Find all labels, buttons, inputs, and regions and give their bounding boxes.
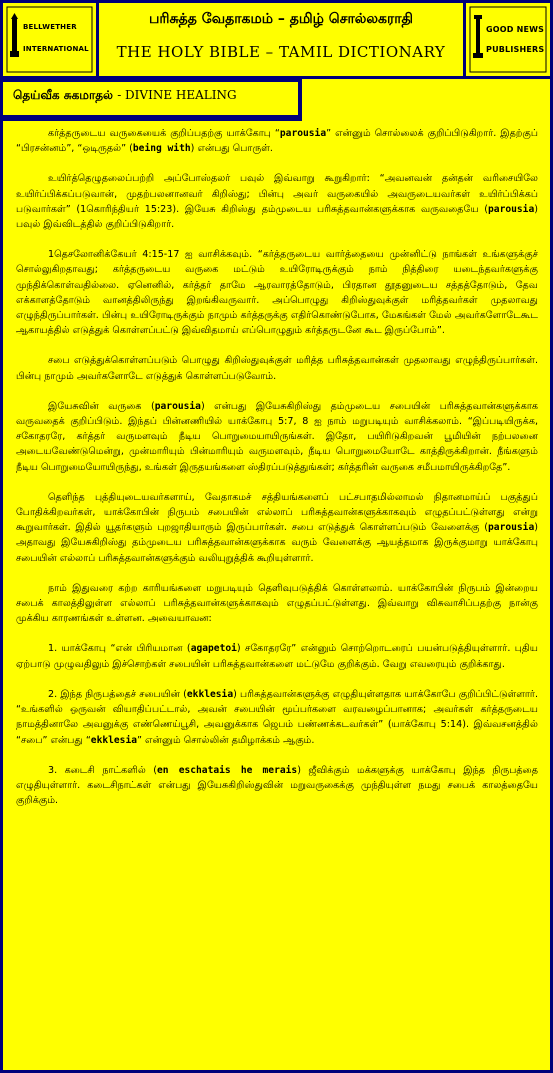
paragraph — [16, 641, 538, 671]
good-news-logo-icon — [466, 3, 550, 76]
emphasis-term: ekklesia — [90, 734, 138, 746]
paragraph-text: ) பரிசுத்தவான்களுக்கு எழுதியுள்ளதாக யாக்கோபே குறிப்பிட்டுள்ளார். “உங்களில் ஒருவன் வியாதிப்பட்டால், அவன் சபையின் மூப்பர்களை வரவழைப்பானாக; அவர்கள் கர்த்தருடைய நாமத்தினாலே அவனுக்கு எண்ணெய்பூசி, அவனுக்காக ஜெபம் பண்ணக்கடவர்கள்” (யாக்கோபு 5:14). இவ்வசனத்தில் “சபை” என்பது “ — [16, 688, 538, 746]
paragraph — [16, 171, 538, 232]
logo-line2: PUBLISHERS — [486, 45, 545, 54]
paragraph-text: ) அதாவது இயேசுகிறிஸ்து தம்முடைய பரிசுத்தவான்களுக்காக வரும் வேளைக்கு ஆயத்தமாக இருக்குமாறு யாக்கோபு சபையின் எல்லாப் பரிசுத்தவான்களுக்கும் வலியுறுத்திக் கூறியுள்ளார். — [16, 522, 538, 564]
paragraph — [16, 490, 538, 566]
paragraph — [16, 353, 538, 383]
header — [0, 0, 553, 79]
paragraph-text: தெளிந்த புத்தியுடையவர்களாய், வேதாகமச் சத்தியங்களைப் பட்சபாதமில்லாமல் நிதானமாய்ப் பகுத்துப் போதிக்கிறவர்கள், யாக்கோபின் நிருபம் சபையின் எல்லாப் பரிசுத்தவான்களுக்காகவும் எழுதப்பட்டுள்ளது என்று கூறுவார்கள். இதில் யூதர்களும் புறஜாதியாரும் இருப்பார்கள். சபை எடுத்துக் கொள்ளப்படும் வேளைக்கு ( — [16, 491, 538, 534]
bellwether-logo-icon — [3, 3, 96, 76]
paragraph — [16, 687, 538, 748]
section-title — [3, 82, 298, 115]
paragraph-text: 3. கடைசி நாட்களில் ( — [48, 764, 158, 776]
paragraph-text: இயேசுவின் வருகை ( — [48, 400, 155, 412]
section-title-english: - DIVINE HEALING — [117, 88, 237, 102]
paragraph-text: நாம் இதுவரை கற்ற காரியங்களை மறுபடியும் தெளிவுபடுத்திக் கொள்ளலாம். யாக்கோபின் நிருபம் இன்றைய சபைக் காலத்திலுள்ள எல்லாப் பரிசுத்தவான்களுக்காகவும் எழுதப்பட்டுள்ளது. இவ்வாறு விசுவாசிப்பதற்கு நான்கு முக்கிய காரணங்கள் உள்ளன. அவையாவன: — [16, 582, 538, 625]
good-news-logo — [466, 3, 550, 76]
paragraph-text: ) பவுல் இவ்விடத்தில் குறிப்பிடுகிறார். — [16, 203, 538, 231]
paragraph — [16, 399, 538, 475]
paragraph-text: ) ஜீவிக்கும் மக்களுக்கு யாக்கோபு இந்த நிருபத்தை எழுதியுள்ளார். கடைசிநாட்கள் என்பது இயேசுகிறிஸ்துவின் மறுவருகைக்கு முந்தியுள்ள நமது சபைக் காலத்தையே குறிக்கும். — [16, 764, 538, 807]
paragraph-text: ” என்னும் சொல்லைக் குறிப்பிடுகிறார். இதற்குப் “பிரசன்னம்”, “ஒடிருதல்” ( — [16, 128, 538, 155]
paragraph — [16, 763, 538, 809]
paragraph-text: ) என்பது பொருள். — [190, 143, 273, 155]
emphasis-term: parousia — [488, 203, 535, 215]
section-title-tamil: தெய்வீக சுகமாதல் — [13, 88, 113, 102]
paragraph-text: ) சகோதரரே” என்னும் சொற்றொடரைப் பயன்படுத்தியுள்ளார். புதிய ஏற்பாடு முழுவதிலும் இச்சொற்கள் சபையின் பரிசுத்தவான்களை மட்டுமே குறிக்கும். வேறு எவரையும் குறிக்காது. — [16, 643, 538, 670]
paragraph — [16, 247, 538, 338]
emphasis-term: agapetoi — [190, 643, 237, 655]
emphasis-term: being with — [132, 143, 191, 155]
title-tamil: பரிசுத்த வேதாகமம் – தமிழ் சொல்லகராதி — [149, 11, 413, 27]
paragraph-text: உயிர்த்தெழுதலைப்பற்றி அப்போஸ்தலர் பவுல் இவ்வாறு கூறுகிறார்: “அவனவன் தன்தன் வரிசையிலே உயிர்ப்பிக்கப்படுவான், முதற்பலனானவர் கிறிஸ்து; பின்பு அவர் வருகையில் அவருடையவர்கள் உயிர்ப்பிக்கப் படுவார்கள்” (1கொரிந்தியர் 15:23). இயேசு கிறிஸ்து தம்முடைய பரிசுத்தவான்களுக்காக வருவதையே ( — [16, 173, 538, 215]
emphasis-term: ekklesia — [186, 688, 234, 700]
paragraph-text: 1. யாக்கோபு “என் பிரியமான ( — [48, 643, 191, 655]
logo-line1: BELLWETHER — [23, 23, 77, 31]
paragraph-text: சபை எடுத்துக்கொள்ளப்படும் பொழுது கிறிஸ்துவுக்குள் மரித்த பரிசுத்தவான்கள் முதலாவது எழுந்திருப்பார்கள். பின்பு நாமும் அவர்களோடே எடுத்துக் கொள்ளப்படுவோம். — [16, 355, 538, 382]
title-english: THE HOLY BIBLE – TAMIL DICTIONARY — [116, 43, 446, 61]
logo-line1: GOOD NEWS — [486, 25, 545, 34]
paragraph — [16, 581, 538, 627]
paragraph-text: 2. இந்த நிருபத்தைச் சபையின் ( — [48, 688, 187, 700]
paragraph-text: 1தெசலோனிக்கேயர் 4:15-17 ஐ வாசிக்கவும். “கர்த்தருடைய வார்த்தையை முன்னிட்டு நாங்கள் உங்களுக்குச் சொல்லுகிறதாவது; கர்த்தருடைய வருகை மட்டும் உயிரோடிருக்கும் நாம் நித்திரை யடைந்தவர்களுக்கு முந்திக்கொள்வதில்லை. ஏனெனில், கர்த்தர் தாமே ஆரவாரத்தோடும், பிரதான தூதனுடைய சத்தத்தோடும், தேவ எக்காளத்தோடும் வானத்திலிருந்து இறங்கிவருவார். அப்பொழுது கிறிஸ்துவுக்குள் மரித்தவர்கள் முதலாவது எழுந்திருப்பார்கள். பின்பு உயிரோடிருக்கும் நாமும் கர்த்தருக்கு எதிர்கொண்டுபோக, மேகங்கள் மேல் அவர்களோடேகூட ஆகாயத்தில் எடுத்துக் கொள்ளப்பட்டு இவ்விதமாய் எப்பொழுதும் கர்த்தருடனே கூட இருப்போம்”. — [16, 249, 538, 337]
bellwether-logo — [3, 3, 96, 76]
emphasis-term: parousia — [488, 522, 535, 534]
article-body — [16, 126, 538, 823]
subtitle-box — [0, 79, 302, 121]
paragraph-text: கர்த்தருடைய வருகையைக் குறிப்பதற்கு யாக்கோபு “ — [48, 128, 280, 139]
emphasis-term: parousia — [279, 128, 327, 139]
emphasis-term: en eschatais he merais — [157, 764, 298, 776]
logo-line2: INTERNATIONAL — [23, 45, 89, 53]
title-box — [99, 3, 463, 76]
paragraph-text: ) என்பது இயேசுகிறிஸ்து தம்முடைய சபையின் பரிசுத்தவான்களுக்காக வருவதைக் குறிப்பிடும். இந்தப் பின்னணியில் யாக்கோபு 5:7, 8 ஐ நாம் மறுபடியும் வாசிக்கலாம். “இப்படியிருக்க, சகோதரரே, கர்த்தர் வருமளவும் நீடிய பொறுமையாயிருங்கள். இதோ, பயிரிடுகிறவன் பூமியின் நற்பலனை அடையவேண்டுமென்று, முன்மாரியும் பின்மாரியும் வருமளவும், நீடிய பொறுமையோடே காத்திருக்கிறான். நீங்களும் நீடிய பொறுமையோயிருந்து, உங்கள் இருதயங்களை ஸ்திரப்படுத்துங்கள்; கர்த்தரின் வருகை சமீபமாயிருக்கிறதே”. — [16, 400, 538, 473]
emphasis-term: parousia — [154, 400, 201, 412]
paragraph — [16, 126, 538, 156]
paragraph-text: ” என்னும் சொல்லின் தமிழாக்கம் ஆகும். — [137, 734, 315, 746]
